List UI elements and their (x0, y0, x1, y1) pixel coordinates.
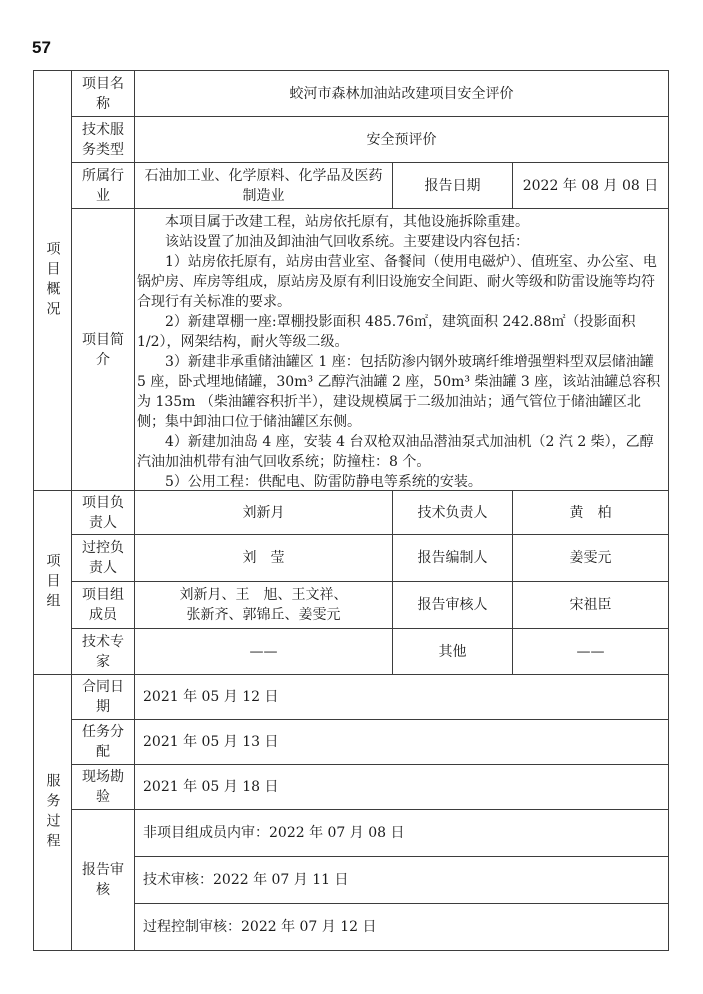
industry-value: 石油加工业、化学原料、化学品及医药 制造业 (135, 163, 393, 209)
project-intro-label: 项目简介 (72, 209, 135, 491)
report-reviewer-label: 报告审核人 (393, 582, 513, 629)
project-info-table (33, 70, 669, 951)
service-type-value: 安全预评价 (135, 117, 669, 163)
process-control-audit-value: 过程控制审核：2022 年 07 月 12 日 (135, 904, 669, 951)
tech-expert-value: —— (135, 629, 393, 675)
project-intro-value: 本项目属于改建工程，站房依托原有，其他设施拆除重建。 该站设置了加油及卸油油气回收系统。主要建设内容包括： 1）站房依托原有，站房由营业室、备餐间（使用电磁炉）、值班室、办公室、电锅炉房、库房等组成，原站房及原有利旧设施安全间距、耐火等级和防雷设施等均符合现行有关标准的要求。 2）新建罩棚一座:罩棚投影面积 485.76㎡，建筑面积 242.88㎡（投影面积 1/2），网架结构，耐火等级二级。 3）新建非承重储油罐区 1 座：包括防渗内钢外玻璃纤维增强塑料型双层储油罐 5 座，卧式埋地储罐，30m³ 乙醇汽油罐 2 座，50m³ 柴油罐 3 座，该站油罐总容积为 135m （柴油罐容积折半），建设规模属于二级加油站；通气管位于储油罐区北侧；集中卸油口位于储油罐区东侧。 4）新建加油岛 4 座，安装 4 台双枪双油品潜油泵式加油机（2 汽 2 柴），乙醇汽油加油机带有油气回收系统；防撞柱：8 个。 5）公用工程：供配电、防雷防静电等系统的安装。 (135, 209, 669, 491)
report-writer-label: 报告编制人 (393, 535, 513, 582)
contract-date-value: 2021 年 05 月 12 日 (135, 675, 669, 720)
project-name-value: 蛟河市森林加油站改建项目安全评价 (135, 71, 669, 117)
report-date-label: 报告日期 (393, 163, 513, 209)
team-members-value: 刘新月、王 旭、王文祥、 张新齐、郭锦丘、姜雯元 (135, 582, 393, 629)
site-survey-value: 2021 年 05 月 18 日 (135, 765, 669, 810)
section-label-overview: 项目概况 (34, 71, 72, 491)
team-members-label: 项目组成员 (72, 582, 135, 629)
report-reviewer-value: 宋祖臣 (513, 582, 669, 629)
other-label: 其他 (393, 629, 513, 675)
internal-audit-value: 非项目组成员内审：2022 年 07 月 08 日 (135, 810, 669, 857)
process-control-leader-label: 过控负责人 (72, 535, 135, 582)
contract-date-label: 合同日期 (72, 675, 135, 720)
other-value: —— (513, 629, 669, 675)
report-audit-label: 报告审核 (72, 810, 135, 951)
project-leader-label: 项目负责人 (72, 491, 135, 535)
task-assignment-value: 2021 年 05 月 13 日 (135, 720, 669, 765)
section-label-team: 项目组 (34, 491, 72, 675)
report-date-value: 2022 年 08 月 08 日 (513, 163, 669, 209)
tech-leader-value: 黄 柏 (513, 491, 669, 535)
industry-label: 所属行业 (72, 163, 135, 209)
tech-leader-label: 技术负责人 (393, 491, 513, 535)
report-writer-value: 姜雯元 (513, 535, 669, 582)
service-type-label: 技术服务类型 (72, 117, 135, 163)
page-number: 57 (32, 38, 51, 57)
project-name-label: 项目名称 (72, 71, 135, 117)
technical-audit-value: 技术审核：2022 年 07 月 11 日 (135, 857, 669, 904)
site-survey-label: 现场勘验 (72, 765, 135, 810)
section-label-process: 服务过程 (34, 675, 72, 951)
tech-expert-label: 技术专家 (72, 629, 135, 675)
process-control-leader-value: 刘 莹 (135, 535, 393, 582)
project-leader-value: 刘新月 (135, 491, 393, 535)
task-assignment-label: 任务分配 (72, 720, 135, 765)
